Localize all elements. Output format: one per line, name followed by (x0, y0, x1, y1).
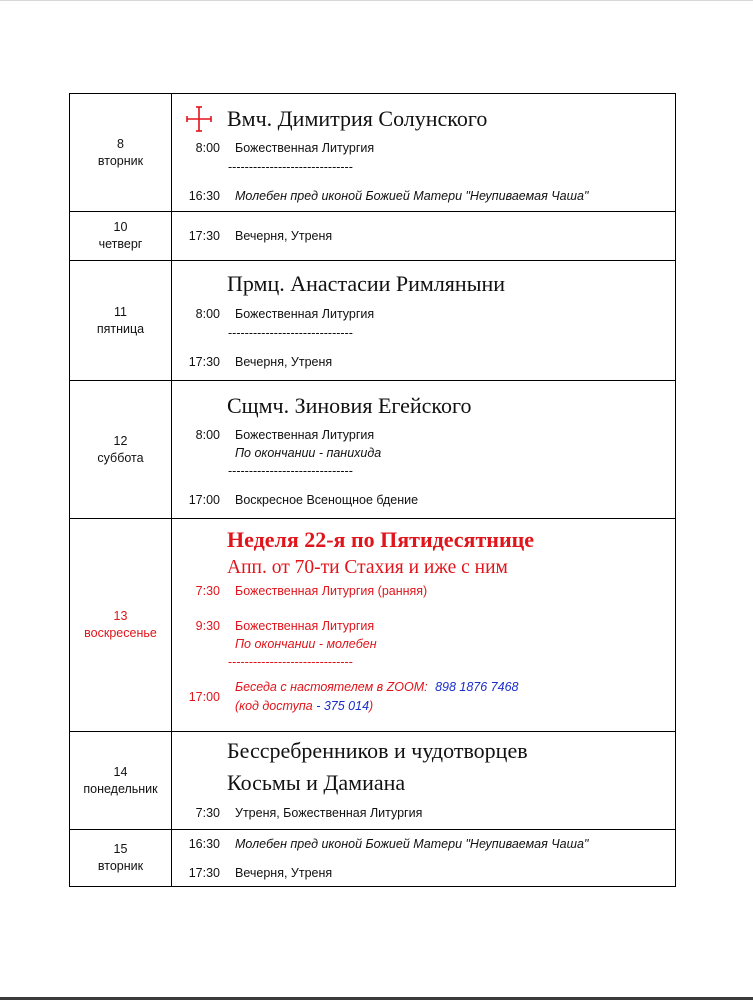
day-number: 8 (117, 136, 124, 151)
service-time: 8:00 (195, 141, 220, 155)
service-name: Вечерня, Утреня (235, 228, 333, 243)
service-name: Божественная Литургия (ранняя) (235, 584, 428, 598)
dash-separator: ------------------------------ (228, 655, 353, 669)
zoom-label: Беседа с настоятелем в ZOOM: (235, 680, 428, 694)
events-cell (172, 732, 676, 830)
service-note-line (172, 444, 675, 462)
schedule-row-10 (70, 212, 676, 261)
service-time: 17:00 (188, 493, 220, 507)
service-line (172, 582, 675, 601)
access-code-open: (код доступа (235, 699, 313, 713)
service-time: 7:30 (195, 584, 220, 598)
schedule-row-8 (70, 94, 676, 212)
service-time: 8:00 (195, 307, 220, 321)
service-time: 17:00 (188, 690, 220, 704)
service-name: Воскресное Всенощное бдение (235, 493, 419, 507)
events-cell (172, 381, 676, 519)
feast-title: Прмц. Анастасии Римляныни (227, 271, 506, 296)
service-time: 8:00 (195, 428, 220, 442)
schedule-row-14 (70, 732, 676, 830)
service-time: 17:30 (188, 355, 220, 369)
weekday: воскресенье (84, 626, 157, 640)
date-cell (70, 212, 172, 261)
service-line (172, 353, 675, 372)
date-cell (70, 830, 172, 887)
service-name: Утреня, Божественная Литургия (235, 806, 423, 820)
weekday: вторник (97, 153, 144, 168)
date-cell (70, 519, 172, 732)
date-cell (70, 94, 172, 212)
events-cell (172, 519, 676, 732)
feast-title: Вмч. Димитрия Солунского (227, 106, 488, 131)
zoom-block (235, 678, 519, 716)
feast-title: Сщмч. Зиновия Егейского (227, 393, 472, 418)
page-top-edge (0, 0, 753, 1)
service-note: По окончании - молебен (235, 637, 377, 651)
date-cell (70, 261, 172, 381)
dash-separator: ------------------------------ (228, 326, 353, 340)
feast-title-line2: Косьмы и Дамиана (227, 770, 406, 795)
service-schedule-table (69, 93, 676, 887)
access-code: - 375 014 (312, 699, 370, 713)
zoom-line (172, 678, 675, 716)
schedule-row-12 (70, 381, 676, 519)
service-line (172, 617, 675, 635)
service-time: 9:30 (195, 619, 220, 633)
schedule-row-13 (70, 519, 676, 732)
feast-title: Бессребренников и чудотворцев (227, 738, 528, 763)
service-line (172, 804, 675, 823)
schedule-row-11 (70, 261, 676, 381)
service-name: Вечерня, Утреня (235, 355, 333, 369)
weekday: понедельник (83, 781, 158, 796)
zoom-id[interactable]: 898 1876 7468 (435, 680, 519, 694)
service-name: Вечерня, Утреня (235, 866, 333, 880)
day-number: 14 (113, 764, 128, 779)
service-line (172, 227, 675, 246)
service-note: По окончании - панихида (235, 446, 382, 460)
red-cross-icon (184, 104, 214, 134)
service-name: Молебен пред иконой Божией Матери "Неупиваемая Чаша" (235, 189, 589, 203)
service-time: 16:30 (188, 837, 220, 851)
service-name: Божественная Литургия (235, 428, 375, 442)
service-time: 17:30 (188, 228, 220, 243)
service-line (172, 305, 675, 324)
service-name: Божественная Литургия (235, 619, 375, 633)
service-line (172, 139, 675, 158)
weekday: суббота (97, 450, 144, 465)
service-line (172, 835, 675, 854)
weekday: пятница (96, 321, 145, 336)
day-number: 15 (113, 842, 128, 856)
service-line (172, 426, 675, 444)
events-cell (172, 830, 676, 887)
service-line (172, 864, 675, 883)
service-time: 17:30 (188, 866, 220, 880)
service-time: 16:30 (188, 189, 220, 203)
day-number: 11 (114, 304, 127, 319)
dash-separator: ------------------------------ (228, 160, 353, 174)
service-name: Молебен пред иконой Божией Матери "Неупиваемая Чаша" (235, 837, 589, 851)
access-code-close: ) (369, 699, 374, 713)
date-cell (70, 732, 172, 830)
date-cell (70, 381, 172, 519)
service-name: Божественная Литургия (235, 307, 375, 321)
service-line (172, 187, 675, 206)
dash-separator: ------------------------------ (228, 464, 353, 478)
events-cell (172, 94, 676, 212)
feast-subtitle: Апп. от 70-ти Стахия и иже с ним (227, 557, 508, 578)
day-number: 13 (113, 609, 128, 623)
service-time: 7:30 (195, 806, 220, 820)
events-cell (172, 261, 676, 381)
feast-title: Неделя 22-я по Пятидесятнице (227, 527, 535, 552)
events-cell (172, 212, 676, 261)
service-name: Божественная Литургия (235, 141, 375, 155)
day-number: 10 (113, 220, 128, 234)
service-note-line (172, 635, 675, 653)
schedule-row-15 (70, 830, 676, 887)
weekday: вторник (97, 859, 144, 873)
weekday: четверг (98, 237, 143, 251)
service-line (172, 491, 675, 510)
day-number: 12 (113, 433, 128, 448)
